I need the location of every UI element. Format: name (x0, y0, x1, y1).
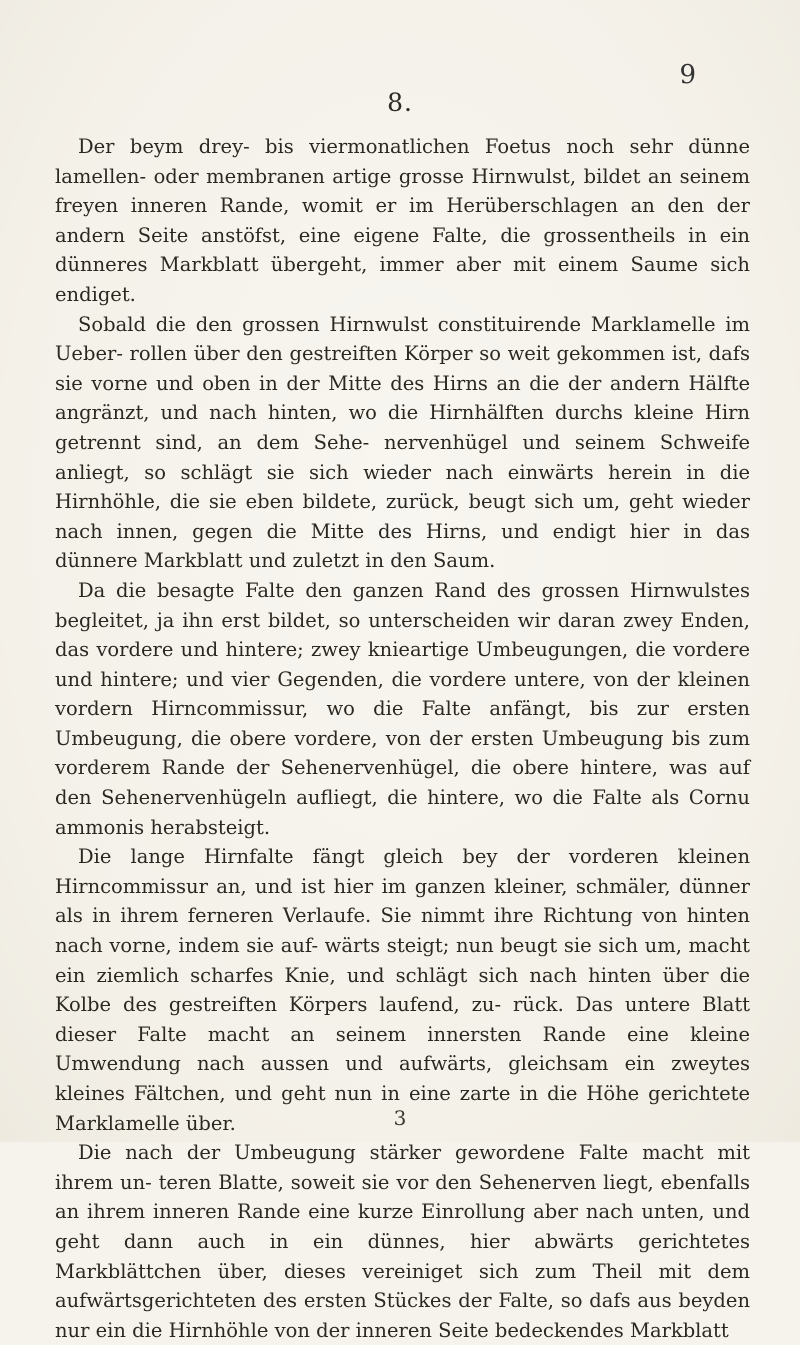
page-number: 9 (679, 60, 696, 90)
paragraph: Da die besagte Falte den ganzen Rand des grossen Hirnwulstes begleitet, ja ihn erst bildet, so unterscheiden wir daran zwey Enden, das vordere und hintere; zwey knieartige Umbeugungen, die vordere und hintere; und vier Gegenden, die vordere untere, von der kleinen vordern Hirncommissur, wo die Falte anfängt, bis zur ersten Umbeugung, die obere vordere, von der ersten Umbeugung bis zum vorderem Rande der Sehenervenhügel, die obere hintere, was auf den Sehenervenhügeln aufliegt, die hintere, wo die Falte als Cornu ammonis herabsteigt. (55, 578, 750, 839)
body-text (55, 132, 750, 1345)
paragraph: Die lange Hirnfalte fängt gleich bey der vorderen kleinen Hirncommissur an, und ist hier im ganzen kleiner, schmäler, dünner als in ihrem ferneren Verlaufe. Sie nimmt ihre Richtung von hinten nach vorne, indem sie auf- wärts steigt; nun beugt sie sich um, macht ein ziemlich scharfes Knie, und schlägt sich nach hinten über die Kolbe des gestreiften Körpers laufend, zu- rück. Das untere Blatt dieser Falte macht an seinem innersten Rande eine kleine Umwendung nach aussen und aufwärts, gleichsam ein zweytes kleines Fältchen, und geht nun in eine zarte in die Höhe gerichtete Marklamelle über. (55, 845, 750, 1135)
signature-mark: 3 (393, 1106, 407, 1130)
paragraph: Sobald die den grossen Hirnwulst constituirende Marklamelle im Ueber- rollen über den gestreiften Körper so weit gekommen ist, dafs sie vorne und oben in der Mitte des Hirns an die der andern Hälfte angränzt, und nach hinten, wo die Hirnhälften durchs kleine Hirn getrennt sind, an dem Sehe- nervenhügel und seinem Schweife anliegt, so schlägt sie sich wieder nach einwärts herein in die Hirnhöhle, die sie eben bildete, zurück, beugt sich um, geht wieder nach innen, gegen die Mitte des Hirns, und endigt hier in das dünnere Markblatt und zuletzt in den Saum. (55, 312, 750, 573)
paragraph: Der beym drey- bis viermonatlichen Foetus noch sehr dünne lamellen- oder membranen artige grosse Hirnwulst, bildet an seinem freyen inneren Rande, womit er im Herüberschlagen an den der andern Seite anstöfst, eine eigene Falte, die grossentheils in ein dünneres Markblatt übergeht, immer aber mit einem Saume sich endiget. (55, 135, 750, 306)
paragraph: Die nach der Umbeugung stärker gewordene Falte macht mit ihrem un- teren Blatte, soweit sie vor den Sehenerven liegt, ebenfalls an ihrem inneren Rande eine kurze Einrollung aber nach unten, und geht dann auch in ein dünnes, hier abwärts gerichtetes Markblättchen über, dieses vereiniget sich zum Theil mit dem aufwärtsgerichteten des ersten Stückes der Falte, so dafs aus beyden nur ein die Hirnhöhle von der inneren Seite bedeckendes Markblatt (55, 1141, 750, 1342)
section-mark: 8. (387, 88, 413, 117)
